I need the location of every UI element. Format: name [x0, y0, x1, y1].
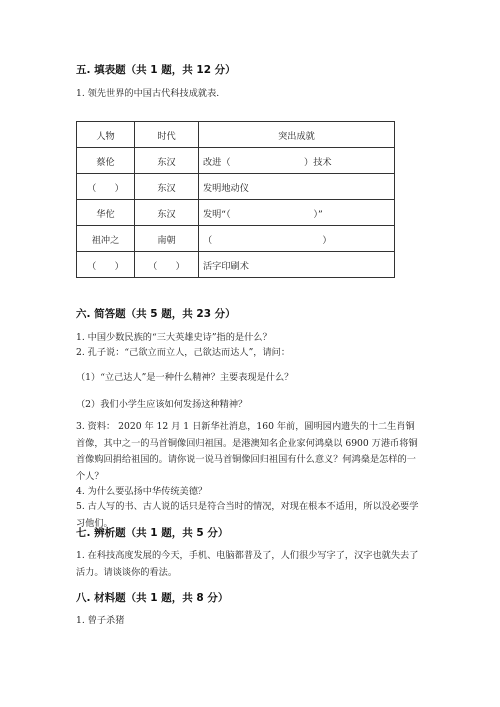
table-cell: 蔡伦: [77, 148, 135, 174]
table-cell: 华佗: [77, 200, 135, 226]
table-cell: 活字印刷术: [199, 252, 395, 278]
table-cell: 东汉: [135, 200, 199, 226]
question-6-2: 2. 孔子说：“己欲立而立人，己欲达而达人”，请问：: [76, 347, 291, 358]
table-cell: （ ）: [77, 174, 135, 200]
header-person: 人物: [77, 122, 135, 148]
table-row: [77, 252, 395, 278]
table-cell: 祖冲之: [77, 226, 135, 252]
section-6-heading: 六. 简答题（共 5 题，共 23 分）: [76, 308, 236, 320]
section-8-heading: 八. 材料题（共 1 题，共 8 分）: [76, 592, 229, 604]
table-row: [77, 148, 395, 174]
question-6-5: 5. 古人写的书、古人说的话只是符合当时的情况，对现在根本不适用，所以没必要学习他们。: [76, 501, 419, 529]
table-cell: 南朝: [135, 226, 199, 252]
tech-achievements-table: [76, 121, 395, 278]
question-5-1: 1. 领先世界的中国古代科技成就表.: [76, 88, 220, 99]
header-achievement: 突出成就: [199, 122, 395, 148]
table-cell: 发明地动仪: [199, 174, 395, 200]
question-6-2-1: （1）“立己达人”是一种什么精神？主要表现是什么？: [76, 372, 294, 383]
table-cell: 东汉: [135, 148, 199, 174]
table-header-row: [77, 122, 395, 148]
section-5-heading: 五. 填表题（共 1 题，共 12 分）: [76, 64, 236, 76]
table-cell: （ ）: [199, 226, 395, 252]
table-cell: （ ）: [77, 252, 135, 278]
section-7-heading: 七. 辨析题（共 1 题，共 5 分）: [76, 527, 229, 539]
table-row: [77, 174, 395, 200]
header-era: 时代: [135, 122, 199, 148]
question-6-1: 1. 中国少数民族的“三大英雄史诗”指的是什么？: [76, 332, 272, 343]
table-row: [77, 226, 395, 252]
question-8-1: 1. 曾子杀猪: [76, 615, 125, 626]
question-6-3: 3. 资料： 2020 年 12 月 1 日新华社消息，160 年前，圆明园内遗失的十二生肖铜首像，其中之一的马首铜像回归祖国。是港澳知名企业家何鸿燊以 6900 万港币将铜首像购回捐给祖国的。请你说一说马首铜像回归祖国有什么意义？何鸿燊是怎样的一个人？: [76, 421, 418, 482]
question-6-2-2: （2）我们小学生应该如何发扬这种精神？: [76, 399, 248, 410]
table-cell: 东汉: [135, 174, 199, 200]
table-cell: 发明“（ ）”: [199, 200, 395, 226]
question-6-4: 4. 为什么要弘扬中华传统美德？: [76, 486, 208, 497]
table-cell: （ ）: [135, 252, 199, 278]
table-cell: 改进（ ）技术: [199, 148, 395, 174]
table-row: [77, 200, 395, 226]
question-7-1: 1. 在科技高度发展的今天，手机、电脑都普及了，人们很少写字了，汉字也就失去了活力。请谈谈你的看法。: [76, 550, 419, 578]
